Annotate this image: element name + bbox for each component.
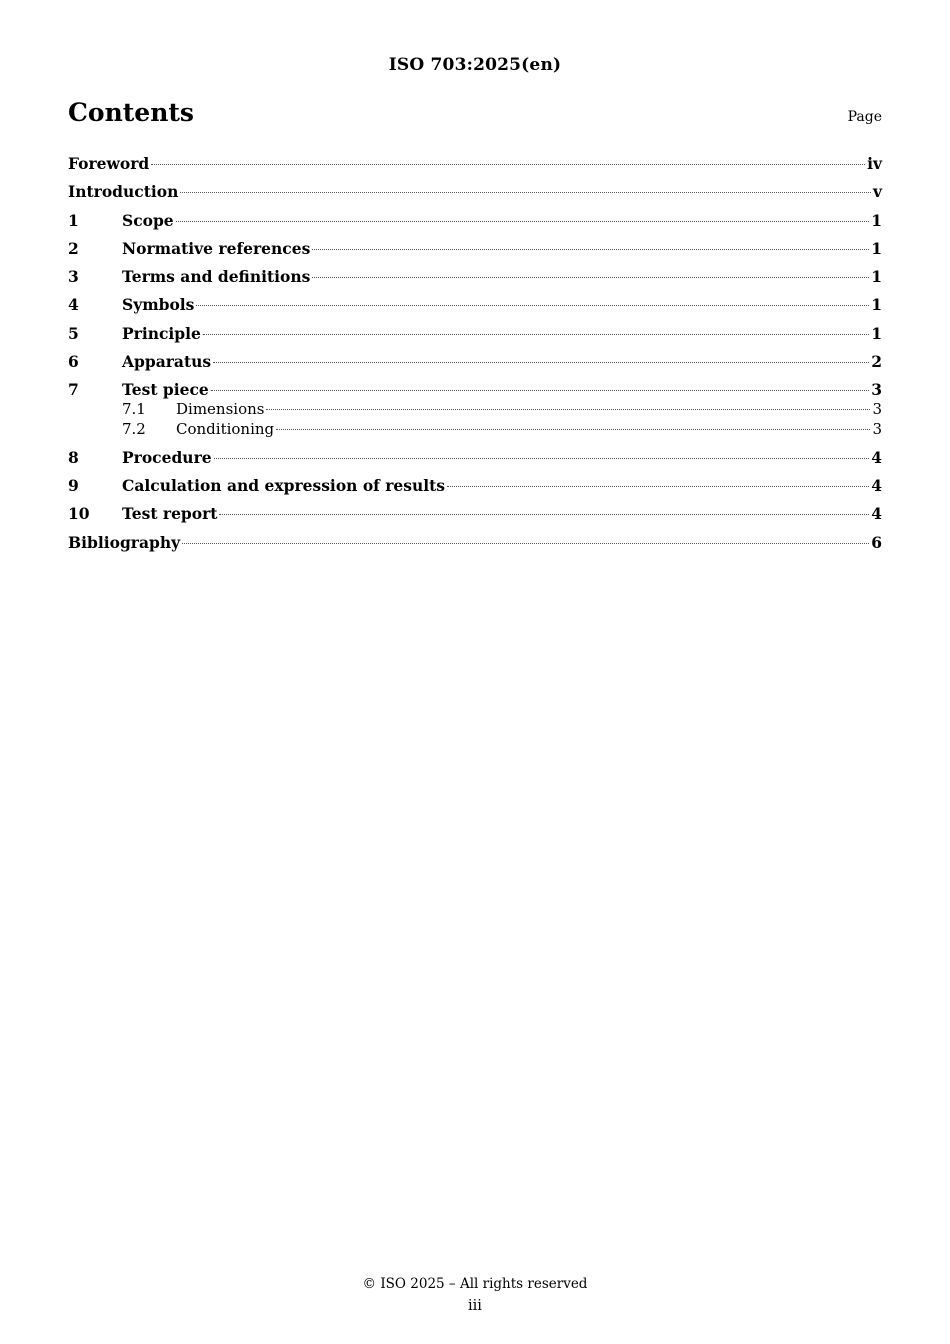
toc-entry-title: Principle xyxy=(122,323,201,343)
toc-entry-page: 2 xyxy=(871,352,882,372)
toc-entry-scope[interactable] xyxy=(68,211,882,239)
dot-leader xyxy=(182,543,869,544)
dot-leader xyxy=(176,221,870,222)
toc-entry-calculation-and-expression-of-results[interactable] xyxy=(68,476,882,504)
toc-entry-number: 7.2 xyxy=(122,419,146,438)
toc-entry-number: 10 xyxy=(68,504,90,524)
toc-entry-title: Normative references xyxy=(122,238,311,258)
dot-leader xyxy=(214,458,870,459)
toc-entry-page: 4 xyxy=(871,504,882,524)
toc-entry-number: 3 xyxy=(68,267,79,287)
document-id-header: ISO 703:2025(en) xyxy=(388,55,562,75)
copyright-notice: © ISO 2025 – All rights reserved xyxy=(362,1276,588,1292)
toc-entry-title: Bibliography xyxy=(68,532,181,552)
toc-entry-page: 3 xyxy=(871,380,882,400)
dot-leader xyxy=(447,486,869,487)
dot-leader xyxy=(266,409,870,410)
toc-entry-title: Procedure xyxy=(122,447,212,467)
toc-entry-title: Test piece xyxy=(122,380,209,400)
toc-entry-number: 5 xyxy=(68,323,79,343)
toc-entry-page: 1 xyxy=(871,295,882,315)
toc-entry-page: 6 xyxy=(871,532,882,552)
toc-subentry-conditioning[interactable] xyxy=(68,420,882,448)
toc-entry-number: 6 xyxy=(68,352,79,372)
toc-entry-number: 9 xyxy=(68,476,79,496)
toc-entry-normative-references[interactable] xyxy=(68,239,882,267)
toc-entry-page: 1 xyxy=(871,238,882,258)
dot-leader xyxy=(276,429,870,430)
toc-entry-apparatus[interactable] xyxy=(68,352,882,380)
toc-entry-title: Introduction xyxy=(68,182,179,202)
toc-entry-number: 4 xyxy=(68,295,79,315)
page-column-label: Page xyxy=(847,109,882,125)
dot-leader xyxy=(196,305,869,306)
dot-leader xyxy=(151,164,865,165)
toc-entry-number: 1 xyxy=(68,210,79,230)
toc-entry-page: v xyxy=(872,182,882,202)
dot-leader xyxy=(180,192,871,193)
dot-leader xyxy=(203,334,869,335)
toc-entry-page: 3 xyxy=(872,419,882,438)
toc-entry-page: 4 xyxy=(871,447,882,467)
toc-entry-introduction[interactable] xyxy=(68,182,882,210)
toc-entry-number: 7.1 xyxy=(122,400,146,419)
toc-entry-number: 2 xyxy=(68,238,79,258)
dot-leader xyxy=(213,362,869,363)
table-of-contents xyxy=(68,154,882,561)
dot-leader xyxy=(312,277,869,278)
toc-entry-title: Terms and definitions xyxy=(122,267,311,287)
dot-leader xyxy=(219,514,869,515)
toc-entry-page: 3 xyxy=(872,400,882,419)
toc-entry-title: Test report xyxy=(122,504,218,524)
toc-entry-symbols[interactable] xyxy=(68,295,882,323)
toc-entry-title: Symbols xyxy=(122,295,195,315)
toc-entry-page: 1 xyxy=(871,323,882,343)
toc-entry-page: 1 xyxy=(871,210,882,230)
toc-entry-title: Scope xyxy=(122,210,174,230)
dot-leader xyxy=(211,390,869,391)
toc-entry-procedure[interactable] xyxy=(68,448,882,476)
toc-entry-page: 1 xyxy=(871,267,882,287)
toc-entry-bibliography[interactable] xyxy=(68,533,882,561)
toc-entry-test-report[interactable] xyxy=(68,504,882,532)
toc-entry-principle[interactable] xyxy=(68,324,882,352)
toc-entry-title: Dimensions xyxy=(176,400,265,419)
dot-leader xyxy=(312,249,869,250)
toc-entry-title: Calculation and expression of results xyxy=(122,476,446,496)
toc-entry-title: Foreword xyxy=(68,154,150,173)
toc-entry-title: Conditioning xyxy=(176,419,275,438)
toc-entry-page: 4 xyxy=(871,476,882,496)
page-number: iii xyxy=(468,1298,482,1314)
toc-entry-foreword[interactable] xyxy=(68,154,882,182)
toc-entry-number: 8 xyxy=(68,447,79,467)
toc-entry-test-piece[interactable] xyxy=(68,380,882,400)
toc-entry-title: Apparatus xyxy=(122,352,212,372)
toc-subentry-dimensions[interactable] xyxy=(68,400,882,420)
toc-entry-page: iv xyxy=(867,154,882,173)
contents-heading-row xyxy=(68,98,882,132)
toc-entry-number: 7 xyxy=(68,380,79,400)
contents-title: Contents xyxy=(68,98,195,127)
toc-entry-terms-and-definitions[interactable] xyxy=(68,267,882,295)
